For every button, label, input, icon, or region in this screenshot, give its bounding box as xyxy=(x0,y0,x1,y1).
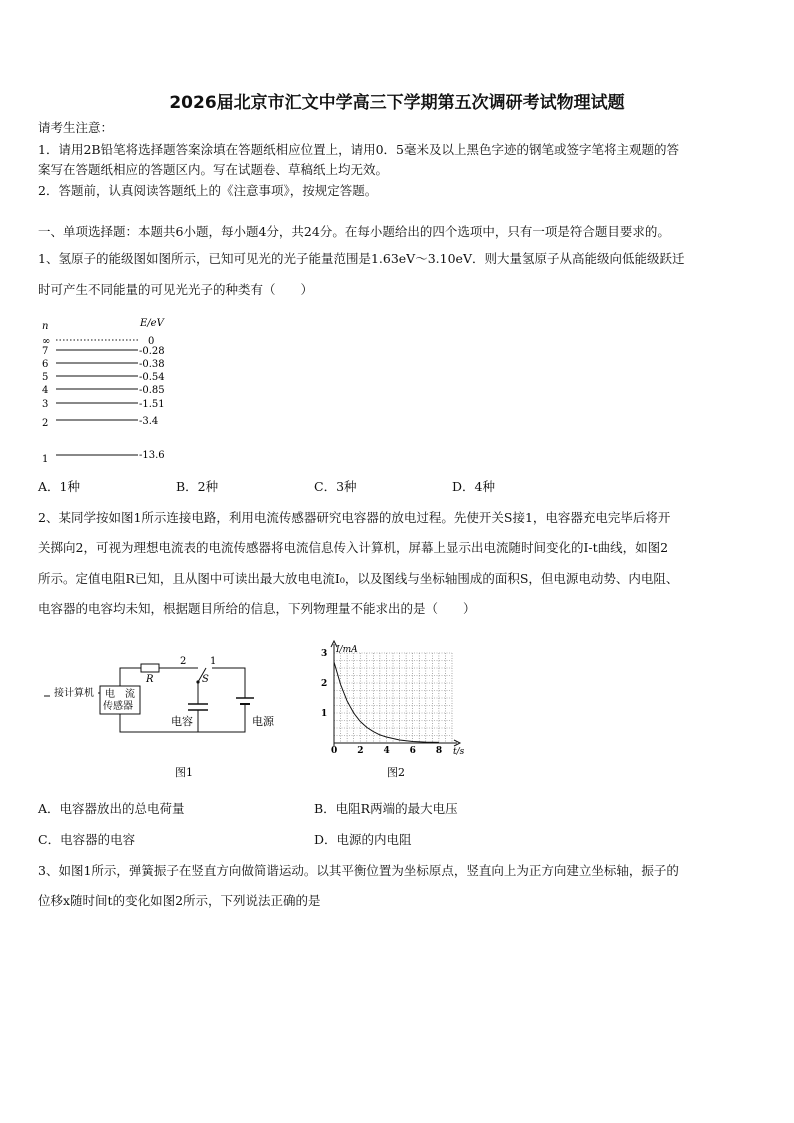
svg-text:7: 7 xyxy=(42,346,49,357)
section-1-heading: 一、单项选择题：本题共6小题，每小题4分，共24分。在每小题给出的四个选项中，只有一项是符合题目要求的。 xyxy=(38,224,670,239)
y-tick-label: 1 xyxy=(321,709,328,719)
level-inf xyxy=(42,336,154,347)
question-1-line-2: 时可产生不同能量的可见光光子的种类有（ ） xyxy=(38,282,314,297)
notice-item-1-line-1: 1．请用2B铅笔将选择题答案涂填在答题纸相应位置上，请用0．5毫米及以上黑色字迹的钢笔或签字笔将主观题的答 xyxy=(38,142,679,157)
current-time-chart xyxy=(312,636,472,783)
question-3-line-2: 位移x随时间t的变化如图2所示，下列说法正确的是 xyxy=(38,893,321,908)
svg-text:1: 1 xyxy=(42,454,49,465)
question-2-line-1: 2、某同学按如图1所示连接电路，利用电流传感器研究电容器的放电过程。先使开关S接1，电容器充电完毕后将开 xyxy=(38,510,671,525)
q2-option-b: B．电阻R两端的最大电压 xyxy=(314,801,458,816)
circuit-diagram xyxy=(40,648,290,783)
source-label: 电源 xyxy=(252,715,274,728)
svg-text:2: 2 xyxy=(42,418,49,429)
y-tick-label: 3 xyxy=(321,649,328,659)
x-axis-label: t/s xyxy=(453,747,465,757)
x-tick-label: 2 xyxy=(357,746,364,756)
level-6 xyxy=(42,359,165,370)
switch-position-2: 2 xyxy=(180,656,187,667)
notice-heading: 请考生注意： xyxy=(38,120,114,135)
svg-text:5: 5 xyxy=(42,372,49,383)
figure-2-caption: 图2 xyxy=(387,766,405,779)
y-tick-label: 2 xyxy=(321,679,328,689)
q2-option-a: A．电容器放出的总电荷量 xyxy=(38,801,185,816)
svg-text:-1.51: -1.51 xyxy=(139,399,165,410)
x-tick-label: 0 xyxy=(331,746,338,756)
level-7 xyxy=(42,346,165,357)
svg-text:-3.4: -3.4 xyxy=(139,416,159,427)
resistor xyxy=(141,664,159,672)
q1-option-d: D．4种 xyxy=(452,479,495,494)
svg-text:∞: ∞ xyxy=(42,336,51,347)
question-2-line-4: 电容器的电容均未知，根据题目所给的信息，下列物理量不能求出的是（ ） xyxy=(38,601,476,616)
svg-text:-0.85: -0.85 xyxy=(139,385,165,396)
question-2-line-2: 关掷向2，可视为理想电流表的电流传感器将电流信息传入计算机，屏幕上显示出电流随时间变化的I-t曲线，如图2 xyxy=(38,540,669,555)
question-1-line-1: 1、氢原子的能级图如图所示，已知可见光的光子能量范围是1.63eV～3.10eV．则大量氢原子从高能级向低能级跃迁 xyxy=(38,251,685,266)
q1-option-a: A．1种 xyxy=(38,479,80,494)
question-2-line-3: 所示。定值电阻R已知，且从图中可读出最大放电电流I₀，以及图线与坐标轴围成的面积S，但电源电动势、内电阻、 xyxy=(38,571,679,586)
question-3-line-1: 3、如图1所示，弹簧振子在竖直方向做简谐运动。以其平衡位置为坐标原点，竖直向上为正方向建立坐标轴，振子的 xyxy=(38,863,679,878)
svg-text:-0.28: -0.28 xyxy=(139,346,165,357)
figure-1-caption: 图1 xyxy=(175,766,193,779)
svg-text:-0.38: -0.38 xyxy=(139,359,165,370)
y-axis-label: I/mA xyxy=(336,645,358,655)
notice-item-2: 2．答题前，认真阅读答题纸上的《注意事项》，按规定答题。 xyxy=(38,183,378,198)
level-5 xyxy=(42,372,165,383)
level-2 xyxy=(42,416,158,429)
n-axis-label: n xyxy=(42,321,49,332)
energy-axis-label: E/eV xyxy=(140,318,164,329)
level-4 xyxy=(42,385,165,396)
switch-label: S xyxy=(202,674,209,685)
level-3 xyxy=(42,399,165,410)
svg-text:0: 0 xyxy=(148,336,155,347)
svg-text:-13.6: -13.6 xyxy=(139,450,165,461)
page-title: 2026届北京市汇文中学高三下学期第五次调研考试物理试题 xyxy=(169,93,625,113)
q1-option-b: B．2种 xyxy=(176,479,219,494)
resistor-label: R xyxy=(146,674,154,685)
notice-item-1-line-2: 案写在答题纸相应的答题区内。写在试题卷、草稿纸上均无效。 xyxy=(38,162,389,177)
sensor-label-line-2: 传感器 xyxy=(103,701,133,712)
switch-position-1: 1 xyxy=(210,656,217,667)
x-tick-label: 4 xyxy=(383,746,390,756)
energy-level-diagram xyxy=(38,312,188,472)
x-tick-label: 6 xyxy=(409,746,416,756)
q2-option-d: D．电源的内电阻 xyxy=(314,832,412,847)
svg-text:4: 4 xyxy=(42,385,49,396)
svg-text:6: 6 xyxy=(42,359,49,370)
svg-text:-0.54: -0.54 xyxy=(139,372,165,383)
svg-text:3: 3 xyxy=(42,399,49,410)
x-tick-label: 8 xyxy=(435,746,443,756)
computer-label: 接计算机 xyxy=(54,688,94,699)
level-1 xyxy=(42,450,165,465)
q1-option-c: C．3种 xyxy=(314,479,357,494)
q2-option-c: C．电容器的电容 xyxy=(38,832,136,847)
capacitor-label: 电容 xyxy=(171,715,193,728)
sensor-label-line-1: 电 流 xyxy=(105,689,135,700)
